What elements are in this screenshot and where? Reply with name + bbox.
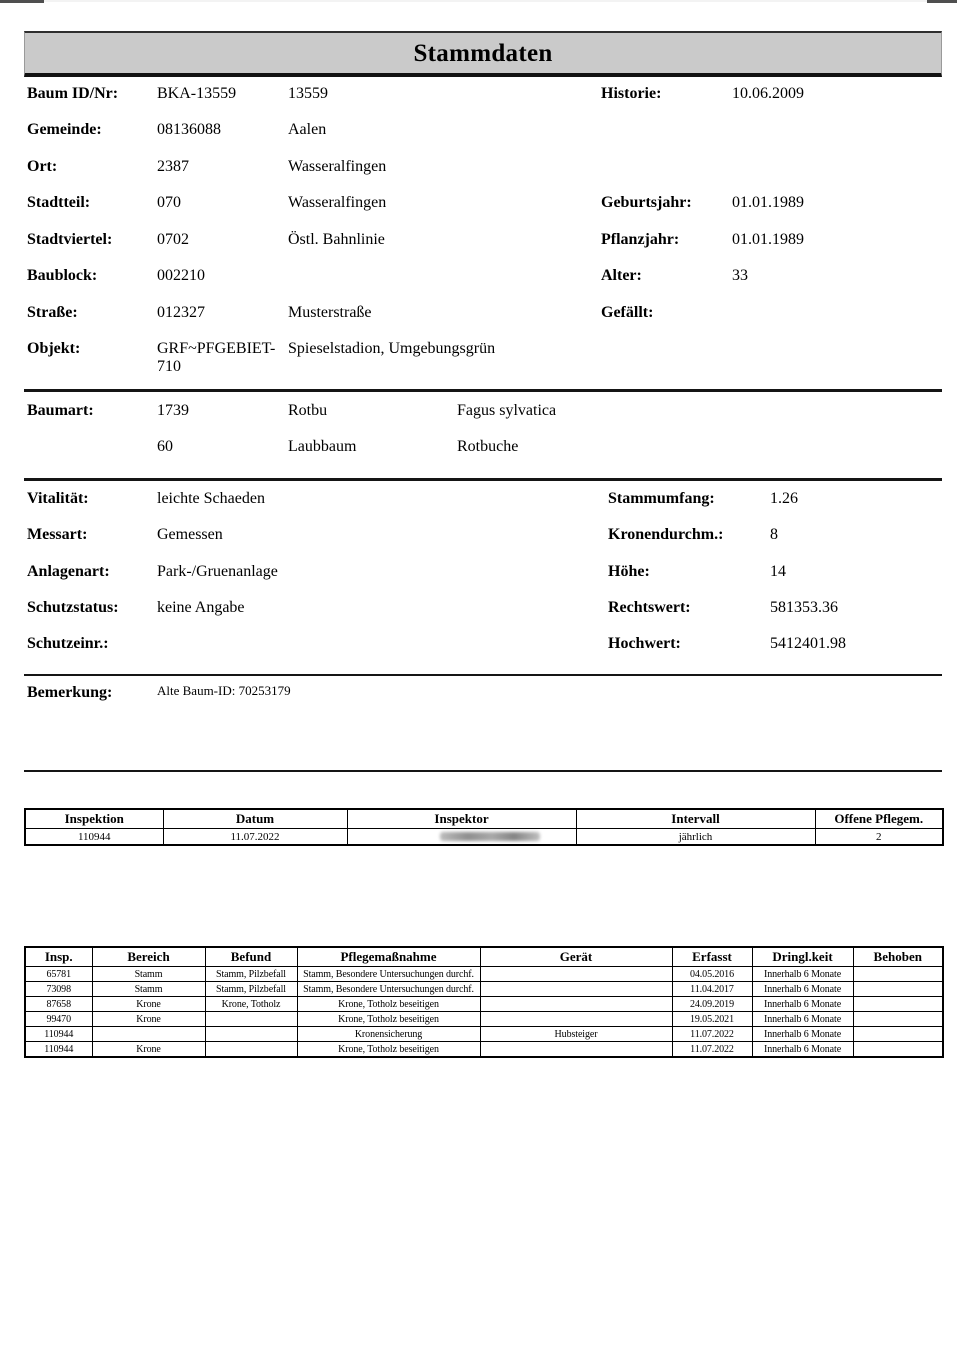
col-header-offene-pflegem: Offene Pflegem. bbox=[815, 809, 943, 829]
top-right-edge-mark bbox=[927, 0, 957, 3]
col-header-insp: Insp. bbox=[25, 947, 92, 967]
field-row-gemeinde bbox=[24, 121, 942, 147]
field-row-messart bbox=[24, 526, 942, 552]
cell-insp: 99470 bbox=[25, 1012, 92, 1027]
field-label: Hochwert: bbox=[608, 635, 681, 652]
field-label: Ort: bbox=[27, 158, 58, 175]
massnahme-row bbox=[25, 997, 943, 1012]
redacted-inspector-name bbox=[440, 832, 540, 841]
cell-geraet bbox=[480, 982, 672, 997]
field-value: 33 bbox=[732, 267, 748, 284]
field-label: Gefällt: bbox=[601, 304, 654, 321]
cell-insp: 65781 bbox=[25, 967, 92, 982]
field-code: 002210 bbox=[157, 267, 205, 284]
field-value: Östl. Bahnlinie bbox=[288, 231, 385, 248]
field-label: Vitalität: bbox=[27, 490, 89, 507]
field-row-pflanzjahr bbox=[24, 231, 942, 257]
field-value: Wasseralfingen bbox=[288, 158, 387, 175]
field-value: 01.01.1989 bbox=[732, 194, 804, 211]
cell-pflegemassnahme: Stamm, Besondere Untersuchungen durchf. bbox=[297, 982, 480, 997]
field-value: 5412401.98 bbox=[770, 635, 846, 652]
cell-erfasst: 11.04.2017 bbox=[672, 982, 752, 997]
cell-bereich: Krone bbox=[92, 997, 205, 1012]
field-row-historie bbox=[24, 85, 942, 111]
field-value: 581353.36 bbox=[770, 599, 838, 616]
cell-dringlkeit: Innerhalb 6 Monate bbox=[752, 1042, 853, 1058]
baumart-code: 60 bbox=[157, 438, 173, 455]
cell-pflegemassnahme: Krone, Totholz beseitigen bbox=[297, 1012, 480, 1027]
massnahmen-header-row bbox=[25, 947, 943, 967]
cell-pflegemassnahme: Krone, Totholz beseitigen bbox=[297, 1042, 480, 1058]
cell-behoben bbox=[853, 1042, 943, 1058]
baumart-botanical: Fagus sylvatica bbox=[457, 402, 557, 419]
field-row-anlagenart bbox=[24, 563, 942, 589]
field-row-objekt bbox=[24, 340, 942, 388]
cell-dringlkeit: Innerhalb 6 Monate bbox=[752, 982, 853, 997]
cell-behoben bbox=[853, 967, 943, 982]
col-header-inspektor: Inspektor bbox=[347, 809, 576, 829]
massnahme-row bbox=[25, 967, 943, 982]
field-code: 08136088 bbox=[157, 121, 221, 138]
field-label: Historie: bbox=[601, 85, 662, 102]
field-value: 10.06.2009 bbox=[732, 85, 804, 102]
col-header-datum: Datum bbox=[163, 809, 347, 829]
field-code: 070 bbox=[157, 194, 181, 211]
field-label: Baum ID/Nr: bbox=[27, 85, 119, 102]
field-row-gefaellt bbox=[24, 304, 942, 330]
field-value: 8 bbox=[770, 526, 778, 543]
col-header-erfasst: Erfasst bbox=[672, 947, 752, 967]
baumart-name: Rotbu bbox=[288, 402, 328, 419]
cell-dringlkeit: Innerhalb 6 Monate bbox=[752, 997, 853, 1012]
field-label: Schutzeinr.: bbox=[27, 635, 109, 652]
cell-erfasst: 04.05.2016 bbox=[672, 967, 752, 982]
section-divider bbox=[24, 770, 942, 772]
field-code: 012327 bbox=[157, 304, 205, 321]
cell-befund: Krone, Totholz bbox=[205, 997, 297, 1012]
cell-befund bbox=[205, 1027, 297, 1042]
stammdaten-report bbox=[24, 31, 942, 1351]
field-label: Höhe: bbox=[608, 563, 650, 580]
cell-befund bbox=[205, 1042, 297, 1058]
cell-bereich: Stamm bbox=[92, 967, 205, 982]
cell-insp: 110944 bbox=[25, 1042, 92, 1058]
cell-geraet bbox=[480, 997, 672, 1012]
field-row-ort bbox=[24, 158, 942, 184]
cell-bereich: Krone bbox=[92, 1042, 205, 1058]
cell-pflegemassnahme: Kronensicherung bbox=[297, 1027, 480, 1042]
col-header-behoben: Behoben bbox=[853, 947, 943, 967]
field-code: 2387 bbox=[157, 158, 189, 175]
field-label: Stammumfang: bbox=[608, 490, 715, 507]
col-header-befund: Befund bbox=[205, 947, 297, 967]
field-row-baumart-1 bbox=[24, 402, 942, 428]
massnahmen-table bbox=[24, 946, 944, 1058]
field-value: Aalen bbox=[288, 121, 327, 138]
field-label: Gemeinde: bbox=[27, 121, 102, 138]
cell-geraet bbox=[480, 1012, 672, 1027]
cell-befund bbox=[205, 1012, 297, 1027]
inspektion-table bbox=[24, 808, 944, 846]
page-title: Stammdaten bbox=[413, 40, 553, 67]
field-value: 1.26 bbox=[770, 490, 798, 507]
field-value: keine Angabe bbox=[157, 599, 245, 616]
report-title-bar bbox=[24, 31, 942, 77]
field-label: Stadtteil: bbox=[27, 194, 91, 211]
cell-geraet bbox=[480, 967, 672, 982]
page-top-hairline bbox=[0, 0, 957, 2]
cell-inspektion: 110944 bbox=[25, 829, 163, 846]
field-code: GRF~PFGEBIET-710 bbox=[157, 340, 276, 376]
field-label: Objekt: bbox=[27, 340, 81, 357]
section-divider bbox=[24, 674, 942, 676]
field-row-geburtsjahr bbox=[24, 194, 942, 220]
baumart-name: Laubbaum bbox=[288, 438, 357, 455]
field-row-alter bbox=[24, 267, 942, 293]
field-label: Baumart: bbox=[27, 402, 94, 419]
field-value: 13559 bbox=[288, 85, 328, 102]
cell-insp: 110944 bbox=[25, 1027, 92, 1042]
massnahme-row bbox=[25, 1027, 943, 1042]
field-label: Stadtviertel: bbox=[27, 231, 113, 248]
field-code: BKA-13559 bbox=[157, 85, 237, 102]
field-value: leichte Schaeden bbox=[157, 490, 265, 507]
field-label: Schutzstatus: bbox=[27, 599, 119, 616]
cell-behoben bbox=[853, 1027, 943, 1042]
field-label: Pflanzjahr: bbox=[601, 231, 680, 248]
cell-insp: 87658 bbox=[25, 997, 92, 1012]
cell-dringlkeit: Innerhalb 6 Monate bbox=[752, 967, 853, 982]
cell-offene-pflegem: 2 bbox=[815, 829, 943, 846]
massnahme-row bbox=[25, 1042, 943, 1058]
field-row-bemerkung bbox=[24, 684, 942, 710]
cell-erfasst: 19.05.2021 bbox=[672, 1012, 752, 1027]
cell-behoben bbox=[853, 982, 943, 997]
field-label: Alter: bbox=[601, 267, 642, 284]
section-divider bbox=[24, 389, 942, 392]
section-divider bbox=[24, 478, 942, 481]
col-header-geraet: Gerät bbox=[480, 947, 672, 967]
field-value: Park-/Gruenanlage bbox=[157, 563, 278, 580]
cell-behoben bbox=[853, 1012, 943, 1027]
baumart-code: 1739 bbox=[157, 402, 189, 419]
massnahme-row bbox=[25, 1012, 943, 1027]
inspektion-header-row bbox=[25, 809, 943, 829]
cell-erfasst: 24.09.2019 bbox=[672, 997, 752, 1012]
field-row-vitalitaet bbox=[24, 490, 942, 516]
field-value: Gemessen bbox=[157, 526, 223, 543]
field-label: Messart: bbox=[27, 526, 88, 543]
cell-bereich: Krone bbox=[92, 1012, 205, 1027]
cell-erfasst: 11.07.2022 bbox=[672, 1027, 752, 1042]
field-row-schutzstatus bbox=[24, 599, 942, 625]
cell-datum: 11.07.2022 bbox=[163, 829, 347, 846]
col-header-dringlkeit: Dringl.keit bbox=[752, 947, 853, 967]
field-label: Straße: bbox=[27, 304, 78, 321]
field-label: Anlagenart: bbox=[27, 563, 110, 580]
cell-geraet: Hubsteiger bbox=[480, 1027, 672, 1042]
cell-befund: Stamm, Pilzbefall bbox=[205, 967, 297, 982]
col-header-inspektion: Inspektion bbox=[25, 809, 163, 829]
field-label: Geburtsjahr: bbox=[601, 194, 692, 211]
baumart-botanical: Rotbuche bbox=[457, 438, 519, 455]
col-header-bereich: Bereich bbox=[92, 947, 205, 967]
cell-insp: 73098 bbox=[25, 982, 92, 997]
cell-pflegemassnahme: Krone, Totholz beseitigen bbox=[297, 997, 480, 1012]
inspektion-row bbox=[25, 829, 943, 846]
cell-geraet bbox=[480, 1042, 672, 1058]
field-value: 14 bbox=[770, 563, 786, 580]
col-header-pflegemassnahme: Pflegemaßnahme bbox=[297, 947, 480, 967]
cell-pflegemassnahme: Stamm, Besondere Untersuchungen durchf. bbox=[297, 967, 480, 982]
cell-intervall: jährlich bbox=[576, 829, 815, 846]
cell-dringlkeit: Innerhalb 6 Monate bbox=[752, 1012, 853, 1027]
field-row-baumart-2 bbox=[24, 438, 942, 464]
field-value: 01.01.1989 bbox=[732, 231, 804, 248]
field-label: Baublock: bbox=[27, 267, 98, 284]
cell-erfasst: 11.07.2022 bbox=[672, 1042, 752, 1058]
field-value: Musterstraße bbox=[288, 304, 372, 321]
col-header-intervall: Intervall bbox=[576, 809, 815, 829]
cell-inspektor bbox=[347, 829, 576, 846]
bemerkung-text: Alte Baum-ID: 70253179 bbox=[157, 683, 291, 698]
cell-befund: Stamm, Pilzbefall bbox=[205, 982, 297, 997]
cell-behoben bbox=[853, 997, 943, 1012]
massnahme-row bbox=[25, 982, 943, 997]
cell-dringlkeit: Innerhalb 6 Monate bbox=[752, 1027, 853, 1042]
field-code: 0702 bbox=[157, 231, 189, 248]
cell-bereich bbox=[92, 1027, 205, 1042]
field-label: Kronendurchm.: bbox=[608, 526, 724, 543]
cell-bereich: Stamm bbox=[92, 982, 205, 997]
field-value: Spieselstadion, Umgebungsgrün bbox=[288, 340, 496, 357]
field-label: Rechtswert: bbox=[608, 599, 691, 616]
top-left-edge-mark bbox=[0, 0, 44, 3]
field-label: Bemerkung: bbox=[27, 684, 113, 701]
field-value: Wasseralfingen bbox=[288, 194, 387, 211]
field-row-schutzeinr bbox=[24, 635, 942, 661]
